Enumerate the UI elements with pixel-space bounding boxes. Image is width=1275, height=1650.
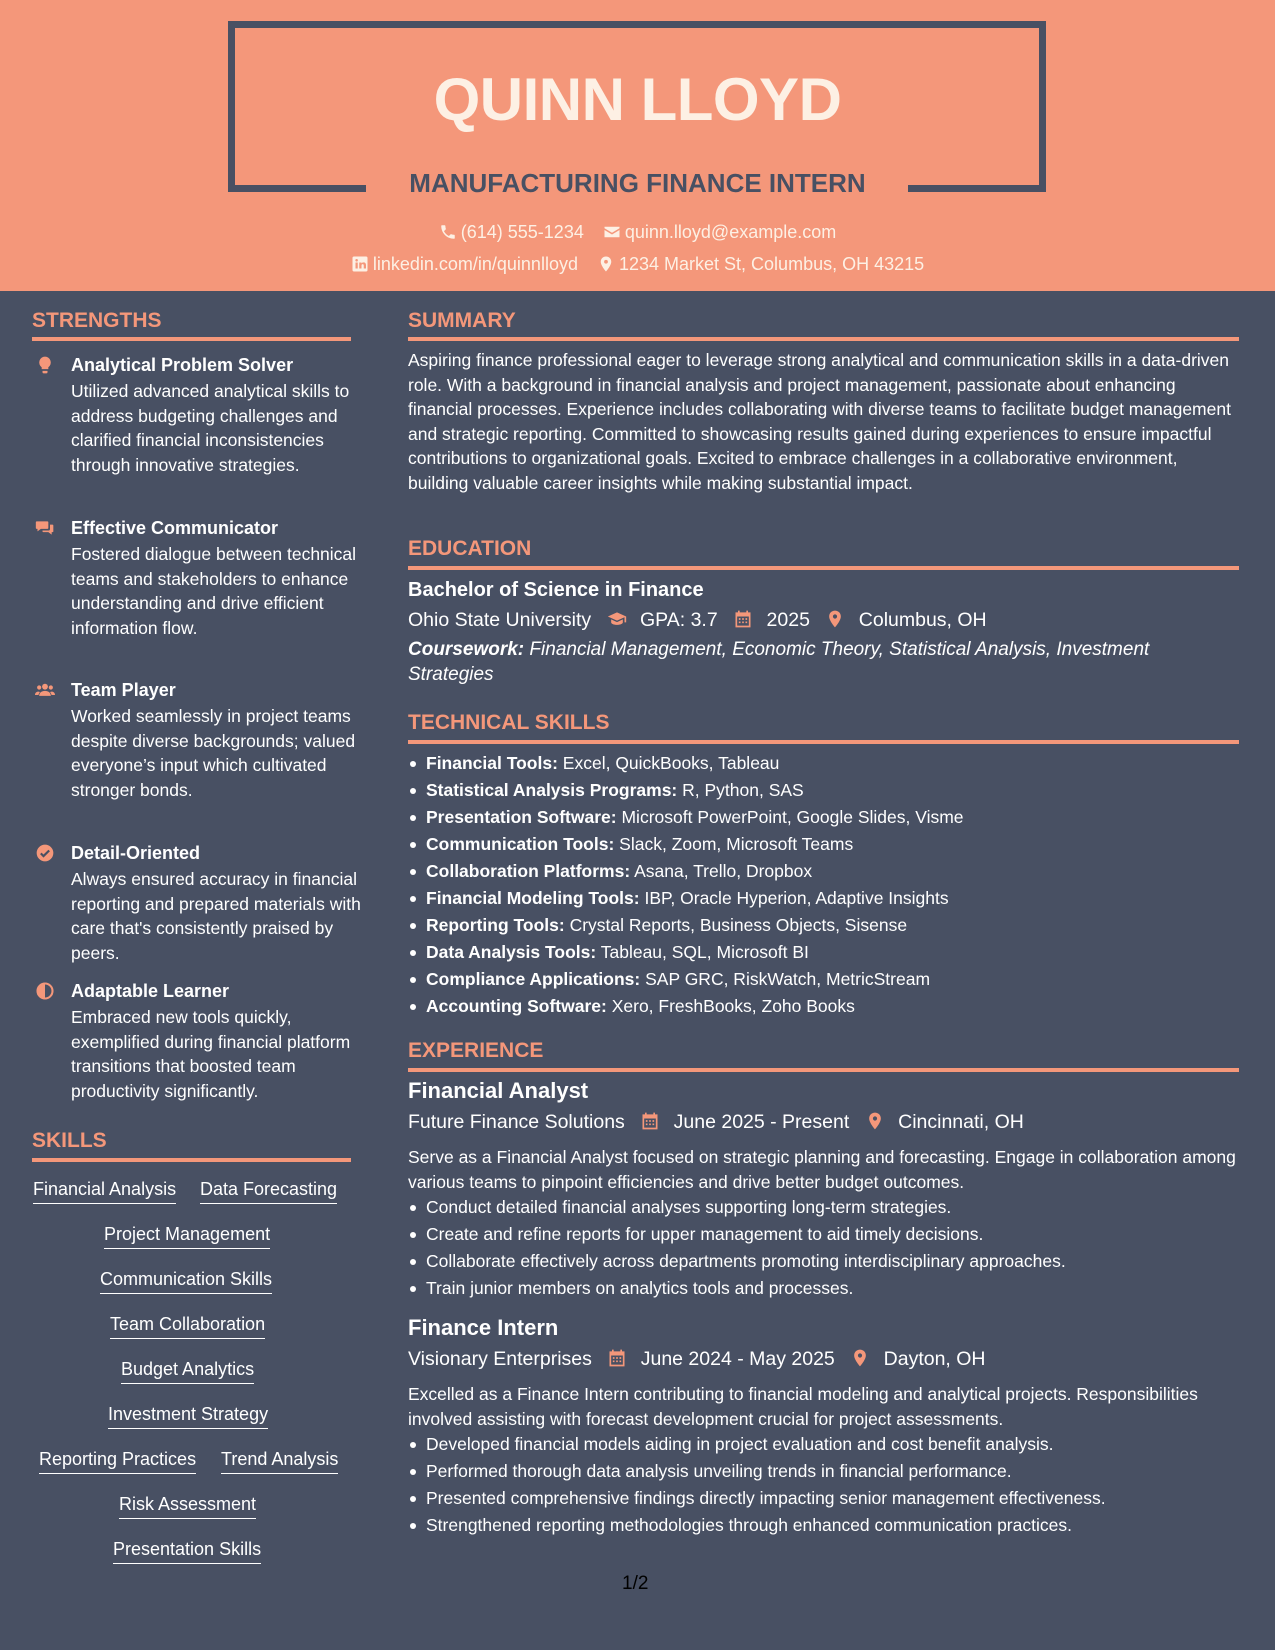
list-item <box>408 966 1238 993</box>
strengths-divider <box>32 337 351 341</box>
job-bullets <box>408 1194 1238 1302</box>
strength-desc: Worked seamlessly in project teams despite diverse backgrounds; valued everyone’s input which cultivated stronger bonds. <box>71 706 356 800</box>
job-meta <box>408 1109 1024 1135</box>
list-item: Conduct detailed financial analyses supporting long-term strategies. <box>408 1194 1238 1221</box>
tech-label: Accounting Software: <box>426 996 607 1016</box>
map-marker-icon <box>865 1111 885 1131</box>
summary-divider <box>408 337 1239 341</box>
strength-item <box>32 353 362 503</box>
strength-title: Team Player <box>71 680 176 700</box>
list-item <box>408 993 1238 1020</box>
tech-label: Reporting Tools: <box>426 915 565 935</box>
tech-value: Xero, FreshBooks, Zoho Books <box>611 996 855 1016</box>
skill-tag: Communication Skills <box>100 1267 272 1294</box>
list-item: Strengthened reporting methodologies through enhanced communication practices. <box>408 1512 1238 1539</box>
strength-desc: Embraced new tools quickly, exemplified during financial platform transitions that boosted team productivity significantly. <box>71 1007 351 1101</box>
summary-heading: SUMMARY <box>408 309 516 332</box>
email[interactable] <box>603 220 836 244</box>
strength-desc: Always ensured accuracy in financial reporting and prepared materials with care that's consistently praised by peers. <box>71 869 361 963</box>
list-item <box>408 804 1238 831</box>
job-description: Serve as a Financial Analyst focused on strategic planning and forecasting. Engage in collaboration among various teams to pinpoint efficiencies and drive better budget outcomes. <box>408 1147 1236 1192</box>
contact-row-2 <box>0 252 1275 276</box>
tech-label: Compliance Applications: <box>426 969 641 989</box>
phone[interactable] <box>439 220 584 244</box>
tech-value: Microsoft PowerPoint, Google Slides, Visme <box>621 807 964 827</box>
education-meta <box>408 607 987 633</box>
phone-icon <box>439 223 457 241</box>
tech-label: Financial Modeling Tools: <box>426 888 640 908</box>
tech-value: Slack, Zoom, Microsoft Teams <box>619 834 854 854</box>
skill-tag: Financial Analysis <box>33 1177 176 1204</box>
job-title: Finance Intern <box>408 1315 559 1340</box>
strengths-heading: STRENGTHS <box>32 309 162 332</box>
skills-heading: SKILLS <box>32 1129 107 1152</box>
education-heading: EDUCATION <box>408 537 532 560</box>
comments-icon <box>34 518 56 538</box>
tech-label: Collaboration Platforms: <box>426 861 631 881</box>
contact-row-1 <box>0 220 1275 244</box>
skill-tag: Reporting Practices <box>39 1447 196 1474</box>
calendar-icon <box>607 1348 627 1368</box>
linkedin-text: linkedin.com/in/quinnlloyd <box>372 254 578 274</box>
skill-tag: Data Forecasting <box>200 1177 337 1204</box>
strength-desc: Utilized advanced analytical skills to address budgeting challenges and clarified financial inconsistencies through innovative strategies. <box>71 381 350 475</box>
technical-skills-list <box>408 750 1238 1020</box>
company: Future Finance Solutions <box>408 1111 625 1133</box>
technical-skills-heading: TECHNICAL SKILLS <box>408 711 610 734</box>
skill-tag: Team Collaboration <box>110 1312 265 1339</box>
calendar-icon <box>733 609 753 629</box>
list-item <box>408 939 1238 966</box>
list-item: Presented comprehensive findings directly impacting senior management effectiveness. <box>408 1485 1238 1512</box>
strength-title: Effective Communicator <box>71 518 279 538</box>
degree: Bachelor of Science in Finance <box>408 579 704 601</box>
address <box>597 252 924 276</box>
tech-label: Financial Tools: <box>426 753 558 773</box>
coursework-label: Coursework: <box>408 639 525 660</box>
job-title: Financial Analyst <box>408 1078 589 1103</box>
candidate-name: QUINN LLOYD <box>433 66 842 133</box>
list-item: Train junior members on analytics tools and processes. <box>408 1275 1238 1302</box>
list-item <box>408 777 1238 804</box>
linkedin-icon <box>351 255 369 273</box>
strength-desc: Fostered dialogue between technical teams and stakeholders to enhance understanding and drive efficient information flow. <box>71 544 357 638</box>
list-item: Performed thorough data analysis unveiling trends in financial performance. <box>408 1458 1238 1485</box>
tech-label: Statistical Analysis Programs: <box>426 780 678 800</box>
education-location: Columbus, OH <box>858 609 987 631</box>
strength-item <box>32 841 362 971</box>
job-location: Dayton, OH <box>883 1348 986 1370</box>
envelope-icon <box>603 223 621 241</box>
page-indicator: 1/2 <box>622 1573 649 1594</box>
calendar-icon <box>640 1111 660 1131</box>
strength-title: Adaptable Learner <box>71 981 230 1001</box>
tech-value: SAP GRC, RiskWatch, MetricStream <box>645 969 931 989</box>
tech-value: Crystal Reports, Business Objects, Sisense <box>569 915 908 935</box>
job-description: Excelled as a Finance Intern contributing to financial modeling and analytical projects. Responsibilities involved assisting with forecast development crucial for project assessments. <box>408 1384 1198 1429</box>
strength-item <box>32 516 362 666</box>
tech-label: Communication Tools: <box>426 834 615 854</box>
strength-item <box>32 979 362 1109</box>
job-location: Cincinnati, OH <box>898 1111 1024 1133</box>
email-text: quinn.lloyd@example.com <box>624 222 837 242</box>
half-circle-icon <box>34 981 56 1001</box>
experience-divider <box>408 1068 1239 1072</box>
list-item <box>408 831 1238 858</box>
list-item: Create and refine reports for upper management to aid timely decisions. <box>408 1221 1238 1248</box>
list-item <box>408 750 1238 777</box>
skill-tag: Trend Analysis <box>221 1447 338 1474</box>
school: Ohio State University <box>408 609 592 631</box>
list-item: Collaborate effectively across departments promoting interdisciplinary approaches. <box>408 1248 1238 1275</box>
technical-skills-divider <box>408 740 1239 744</box>
tech-label: Data Analysis Tools: <box>426 942 597 962</box>
strength-item <box>32 678 362 828</box>
map-marker-icon <box>825 609 845 629</box>
check-circle-icon <box>34 843 56 863</box>
tech-value: R, Python, SAS <box>682 780 804 800</box>
header <box>0 0 1275 291</box>
job-dates: June 2025 - Present <box>673 1111 850 1133</box>
tech-label: Presentation Software: <box>426 807 617 827</box>
strength-title: Detail-Oriented <box>71 843 201 863</box>
tech-value: Excel, QuickBooks, Tableau <box>562 753 780 773</box>
strength-title: Analytical Problem Solver <box>71 355 294 375</box>
users-icon <box>34 680 56 700</box>
tech-value: IBP, Oracle Hyperion, Adaptive Insights <box>644 888 949 908</box>
coursework <box>408 638 1238 687</box>
job-bullets <box>408 1431 1238 1539</box>
lightbulb-icon <box>34 355 56 375</box>
tech-value: Tableau, SQL, Microsoft BI <box>600 942 809 962</box>
company: Visionary Enterprises <box>408 1348 592 1370</box>
list-item <box>408 858 1238 885</box>
list-item <box>408 912 1238 939</box>
gpa: GPA: 3.7 <box>640 609 718 631</box>
skill-tag: Presentation Skills <box>113 1537 261 1564</box>
list-item: Developed financial models aiding in project evaluation and cost benefit analysis. <box>408 1431 1238 1458</box>
job-dates: June 2024 - May 2025 <box>640 1348 835 1370</box>
skill-tag: Project Management <box>104 1222 270 1249</box>
skill-tag: Risk Assessment <box>119 1492 256 1519</box>
map-marker-icon <box>850 1348 870 1368</box>
skill-tag: Investment Strategy <box>108 1402 268 1429</box>
education-divider <box>408 566 1239 570</box>
address-text: 1234 Market St, Columbus, OH 43215 <box>618 254 925 274</box>
experience-heading: EXPERIENCE <box>408 1039 544 1062</box>
graduation-cap-icon <box>607 609 627 629</box>
job-title: MANUFACTURING FINANCE INTERN <box>409 168 866 198</box>
graduation-year: 2025 <box>766 609 810 631</box>
summary-text: Aspiring finance professional eager to leverage strong analytical and communication skills in a data-driven role. With a background in financial analysis and project management, passionate about enhancing financial processes. Experience includes collaborating with diverse teams to facilitate budget management and strategic reporting. Committed to showcasing results gained during experiences to ensure impactful contributions to organizational goals. Excited to embrace challenges in a collaborative environment, building valuable career insights while making substantial impact. <box>408 350 1231 493</box>
map-marker-icon <box>597 255 615 273</box>
coursework-list: Financial Management, Economic Theory, Statistical Analysis, Investment Strategies <box>408 639 1150 685</box>
job-meta <box>408 1346 986 1372</box>
skill-tag: Budget Analytics <box>121 1357 254 1384</box>
header-frame <box>228 21 1046 28</box>
skills-divider <box>32 1158 351 1162</box>
tech-value: Asana, Trello, Dropbox <box>634 861 813 881</box>
linkedin[interactable] <box>351 252 578 276</box>
phone-text: (614) 555-1234 <box>460 222 584 242</box>
list-item <box>408 885 1238 912</box>
